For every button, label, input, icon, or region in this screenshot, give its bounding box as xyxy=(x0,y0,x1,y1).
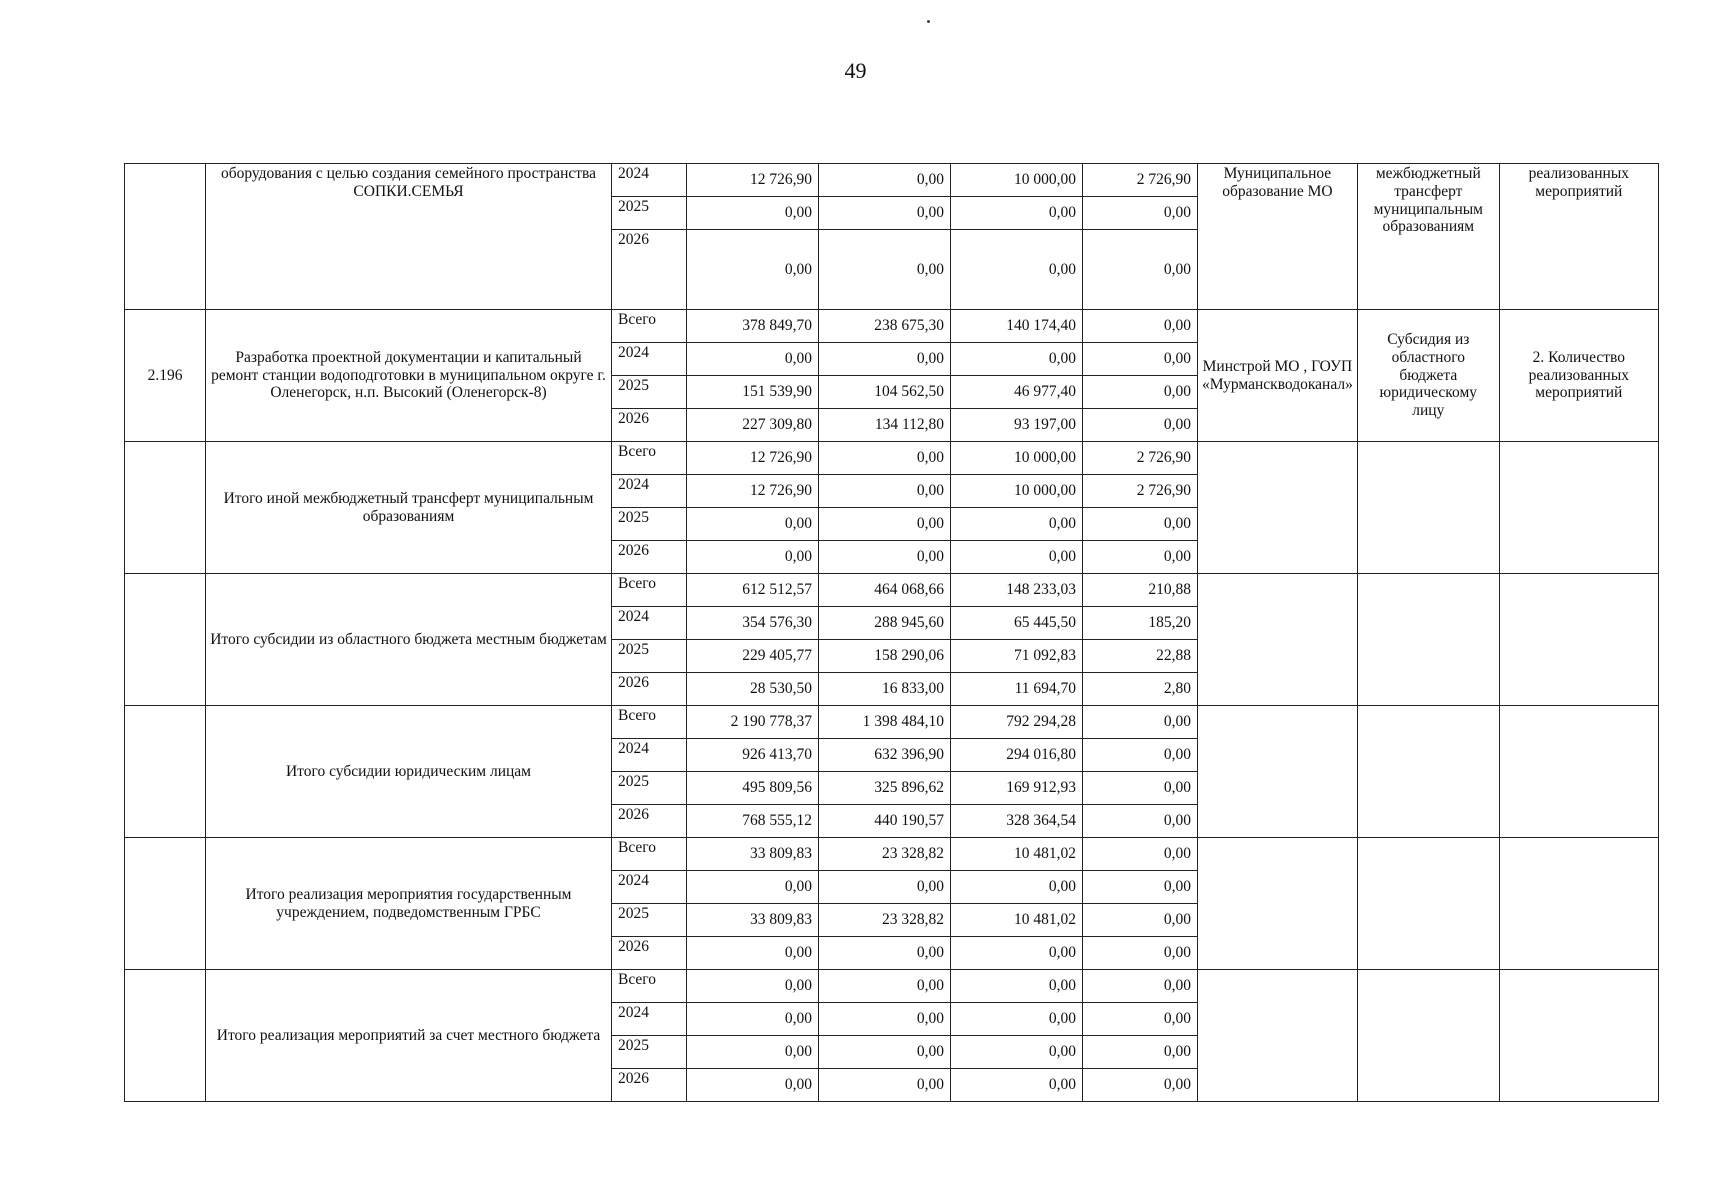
table-row xyxy=(125,706,1659,739)
federal-value: 104 562,50 xyxy=(819,376,951,409)
local-value: 2 726,90 xyxy=(1083,164,1198,197)
item-number xyxy=(125,164,206,310)
year-cell: Всего xyxy=(612,706,687,739)
local-value: 210,88 xyxy=(1083,574,1198,607)
year-cell: 2025 xyxy=(612,508,687,541)
regional-value: 0,00 xyxy=(951,343,1083,376)
regional-value: 0,00 xyxy=(951,937,1083,970)
total-value: 28 530,50 xyxy=(687,673,819,706)
federal-value: 0,00 xyxy=(819,1036,951,1069)
table-row xyxy=(125,838,1659,871)
regional-value: 792 294,28 xyxy=(951,706,1083,739)
total-value: 151 539,90 xyxy=(687,376,819,409)
total-value: 0,00 xyxy=(687,1036,819,1069)
regional-value: 10 481,02 xyxy=(951,904,1083,937)
local-value: 2 726,90 xyxy=(1083,475,1198,508)
item-name: оборудования с целью создания семейного пространства СОПКИ.СЕМЬЯ xyxy=(206,164,612,310)
local-value: 0,00 xyxy=(1083,1069,1198,1102)
federal-value: 0,00 xyxy=(819,871,951,904)
total-value: 2 190 778,37 xyxy=(687,706,819,739)
table-row xyxy=(125,442,1659,475)
total-value: 926 413,70 xyxy=(687,739,819,772)
year-cell: 2026 xyxy=(612,1069,687,1102)
regional-value: 328 364,54 xyxy=(951,805,1083,838)
regional-value: 0,00 xyxy=(951,1069,1083,1102)
regional-value: 10 481,02 xyxy=(951,838,1083,871)
budget-table xyxy=(124,163,1659,1102)
federal-value: 0,00 xyxy=(819,541,951,574)
regional-value: 0,00 xyxy=(951,541,1083,574)
table-row xyxy=(125,164,1659,197)
total-value: 12 726,90 xyxy=(687,475,819,508)
executor-cell: Муниципальное образование МО xyxy=(1198,164,1358,310)
total-value: 0,00 xyxy=(687,1003,819,1036)
item-name: Итого субсидии из областного бюджета местным бюджетам xyxy=(206,574,612,706)
total-value: 33 809,83 xyxy=(687,904,819,937)
year-cell: 2025 xyxy=(612,197,687,230)
year-cell: 2024 xyxy=(612,475,687,508)
local-value: 0,00 xyxy=(1083,197,1198,230)
item-name: Разработка проектной документации и капитальный ремонт станции водоподготовки в муниципальном округе г. Оленегорск, н.п. Высокий (Оленегорск-8) xyxy=(206,310,612,442)
year-cell: 2024 xyxy=(612,739,687,772)
year-cell: 2026 xyxy=(612,937,687,970)
indicator-cell: реализованных мероприятий xyxy=(1499,164,1658,310)
table-row xyxy=(125,970,1659,1003)
local-value: 0,00 xyxy=(1083,541,1198,574)
item-name: Итого субсидии юридическим лицам xyxy=(206,706,612,838)
total-value: 33 809,83 xyxy=(687,838,819,871)
local-value: 0,00 xyxy=(1083,1036,1198,1069)
federal-value: 0,00 xyxy=(819,970,951,1003)
local-value: 0,00 xyxy=(1083,838,1198,871)
federal-value: 0,00 xyxy=(819,1003,951,1036)
regional-value: 10 000,00 xyxy=(951,475,1083,508)
local-value: 0,00 xyxy=(1083,937,1198,970)
federal-value: 325 896,62 xyxy=(819,772,951,805)
local-value: 0,00 xyxy=(1083,343,1198,376)
federal-value: 158 290,06 xyxy=(819,640,951,673)
item-name: Итого иной межбюджетный трансферт муниципальным образованиям xyxy=(206,442,612,574)
executor-cell: Минстрой МО , ГОУП «Мурманскводоканал» xyxy=(1198,310,1358,442)
regional-value: 148 233,03 xyxy=(951,574,1083,607)
year-cell: 2025 xyxy=(612,904,687,937)
federal-value: 632 396,90 xyxy=(819,739,951,772)
local-value: 2 726,90 xyxy=(1083,442,1198,475)
federal-value: 0,00 xyxy=(819,1069,951,1102)
total-value: 0,00 xyxy=(687,508,819,541)
total-value: 0,00 xyxy=(687,541,819,574)
local-value: 2,80 xyxy=(1083,673,1198,706)
federal-value: 1 398 484,10 xyxy=(819,706,951,739)
funding-source-cell xyxy=(1357,442,1499,574)
federal-value: 464 068,66 xyxy=(819,574,951,607)
local-value: 0,00 xyxy=(1083,409,1198,442)
item-number xyxy=(125,574,206,706)
federal-value: 0,00 xyxy=(819,508,951,541)
total-value: 768 555,12 xyxy=(687,805,819,838)
total-value: 12 726,90 xyxy=(687,442,819,475)
local-value: 0,00 xyxy=(1083,706,1198,739)
regional-value: 65 445,50 xyxy=(951,607,1083,640)
year-cell: Всего xyxy=(612,310,687,343)
funding-source-cell xyxy=(1357,574,1499,706)
regional-value: 294 016,80 xyxy=(951,739,1083,772)
regional-value: 169 912,93 xyxy=(951,772,1083,805)
local-value: 0,00 xyxy=(1083,871,1198,904)
local-value: 0,00 xyxy=(1083,1003,1198,1036)
total-value: 0,00 xyxy=(687,343,819,376)
funding-source-cell xyxy=(1357,706,1499,838)
total-value: 354 576,30 xyxy=(687,607,819,640)
item-number xyxy=(125,838,206,970)
local-value: 0,00 xyxy=(1083,772,1198,805)
total-value: 227 309,80 xyxy=(687,409,819,442)
local-value: 0,00 xyxy=(1083,310,1198,343)
item-name: Итого реализация мероприятия государственным учреждением, подведомственным ГРБС xyxy=(206,838,612,970)
year-cell: Всего xyxy=(612,574,687,607)
executor-cell xyxy=(1198,970,1358,1102)
total-value: 229 405,77 xyxy=(687,640,819,673)
year-cell: 2024 xyxy=(612,871,687,904)
regional-value: 10 000,00 xyxy=(951,164,1083,197)
federal-value: 238 675,30 xyxy=(819,310,951,343)
local-value: 185,20 xyxy=(1083,607,1198,640)
executor-cell xyxy=(1198,574,1358,706)
year-cell: 2026 xyxy=(612,805,687,838)
local-value: 0,00 xyxy=(1083,970,1198,1003)
federal-value: 23 328,82 xyxy=(819,904,951,937)
regional-value: 46 977,40 xyxy=(951,376,1083,409)
table-body xyxy=(125,164,1659,1102)
federal-value: 16 833,00 xyxy=(819,673,951,706)
local-value: 0,00 xyxy=(1083,376,1198,409)
federal-value: 23 328,82 xyxy=(819,838,951,871)
item-number xyxy=(125,706,206,838)
regional-value: 71 092,83 xyxy=(951,640,1083,673)
year-cell: 2024 xyxy=(612,164,687,197)
indicator-cell xyxy=(1499,442,1658,574)
executor-cell xyxy=(1198,838,1358,970)
indicator-cell xyxy=(1499,838,1658,970)
regional-value: 0,00 xyxy=(951,970,1083,1003)
total-value: 612 512,57 xyxy=(687,574,819,607)
total-value: 0,00 xyxy=(687,1069,819,1102)
regional-value: 11 694,70 xyxy=(951,673,1083,706)
item-number: 2.196 xyxy=(125,310,206,442)
total-value: 0,00 xyxy=(687,230,819,310)
table-row xyxy=(125,574,1659,607)
federal-value: 288 945,60 xyxy=(819,607,951,640)
funding-source-cell: Субсидия из областного бюджета юридическому лицу xyxy=(1357,310,1499,442)
regional-value: 0,00 xyxy=(951,1036,1083,1069)
executor-cell xyxy=(1198,442,1358,574)
year-cell: 2026 xyxy=(612,230,687,310)
table-row xyxy=(125,310,1659,343)
year-cell: 2026 xyxy=(612,409,687,442)
year-cell: 2024 xyxy=(612,607,687,640)
indicator-cell xyxy=(1499,574,1658,706)
total-value: 12 726,90 xyxy=(687,164,819,197)
total-value: 0,00 xyxy=(687,937,819,970)
year-cell: 2026 xyxy=(612,541,687,574)
year-cell: 2024 xyxy=(612,1003,687,1036)
total-value: 0,00 xyxy=(687,970,819,1003)
federal-value: 440 190,57 xyxy=(819,805,951,838)
funding-source-cell xyxy=(1357,838,1499,970)
year-cell: 2025 xyxy=(612,640,687,673)
local-value: 0,00 xyxy=(1083,904,1198,937)
regional-value: 0,00 xyxy=(951,1003,1083,1036)
year-cell: 2024 xyxy=(612,343,687,376)
scan-speck xyxy=(927,20,930,23)
local-value: 22,88 xyxy=(1083,640,1198,673)
indicator-cell xyxy=(1499,970,1658,1102)
federal-value: 0,00 xyxy=(819,442,951,475)
year-cell: Всего xyxy=(612,442,687,475)
funding-source-cell xyxy=(1357,970,1499,1102)
regional-value: 0,00 xyxy=(951,508,1083,541)
federal-value: 134 112,80 xyxy=(819,409,951,442)
local-value: 0,00 xyxy=(1083,805,1198,838)
total-value: 0,00 xyxy=(687,871,819,904)
total-value: 0,00 xyxy=(687,197,819,230)
year-cell: 2025 xyxy=(612,1036,687,1069)
local-value: 0,00 xyxy=(1083,230,1198,310)
item-number xyxy=(125,442,206,574)
item-number xyxy=(125,970,206,1102)
total-value: 495 809,56 xyxy=(687,772,819,805)
regional-value: 93 197,00 xyxy=(951,409,1083,442)
local-value: 0,00 xyxy=(1083,739,1198,772)
federal-value: 0,00 xyxy=(819,197,951,230)
federal-value: 0,00 xyxy=(819,475,951,508)
federal-value: 0,00 xyxy=(819,937,951,970)
federal-value: 0,00 xyxy=(819,343,951,376)
regional-value: 10 000,00 xyxy=(951,442,1083,475)
indicator-cell xyxy=(1499,706,1658,838)
federal-value: 0,00 xyxy=(819,164,951,197)
funding-source-cell: межбюджетный трансферт муниципальным образованиям xyxy=(1357,164,1499,310)
executor-cell xyxy=(1198,706,1358,838)
regional-value: 0,00 xyxy=(951,230,1083,310)
year-cell: Всего xyxy=(612,838,687,871)
year-cell: 2025 xyxy=(612,772,687,805)
year-cell: Всего xyxy=(612,970,687,1003)
federal-value: 0,00 xyxy=(819,230,951,310)
regional-value: 0,00 xyxy=(951,871,1083,904)
year-cell: 2025 xyxy=(612,376,687,409)
year-cell: 2026 xyxy=(612,673,687,706)
item-name: Итого реализация мероприятий за счет местного бюджета xyxy=(206,970,612,1102)
indicator-cell: 2. Количество реализованных мероприятий xyxy=(1499,310,1658,442)
local-value: 0,00 xyxy=(1083,508,1198,541)
regional-value: 140 174,40 xyxy=(951,310,1083,343)
regional-value: 0,00 xyxy=(951,197,1083,230)
total-value: 378 849,70 xyxy=(687,310,819,343)
page-number: 49 xyxy=(844,58,867,83)
